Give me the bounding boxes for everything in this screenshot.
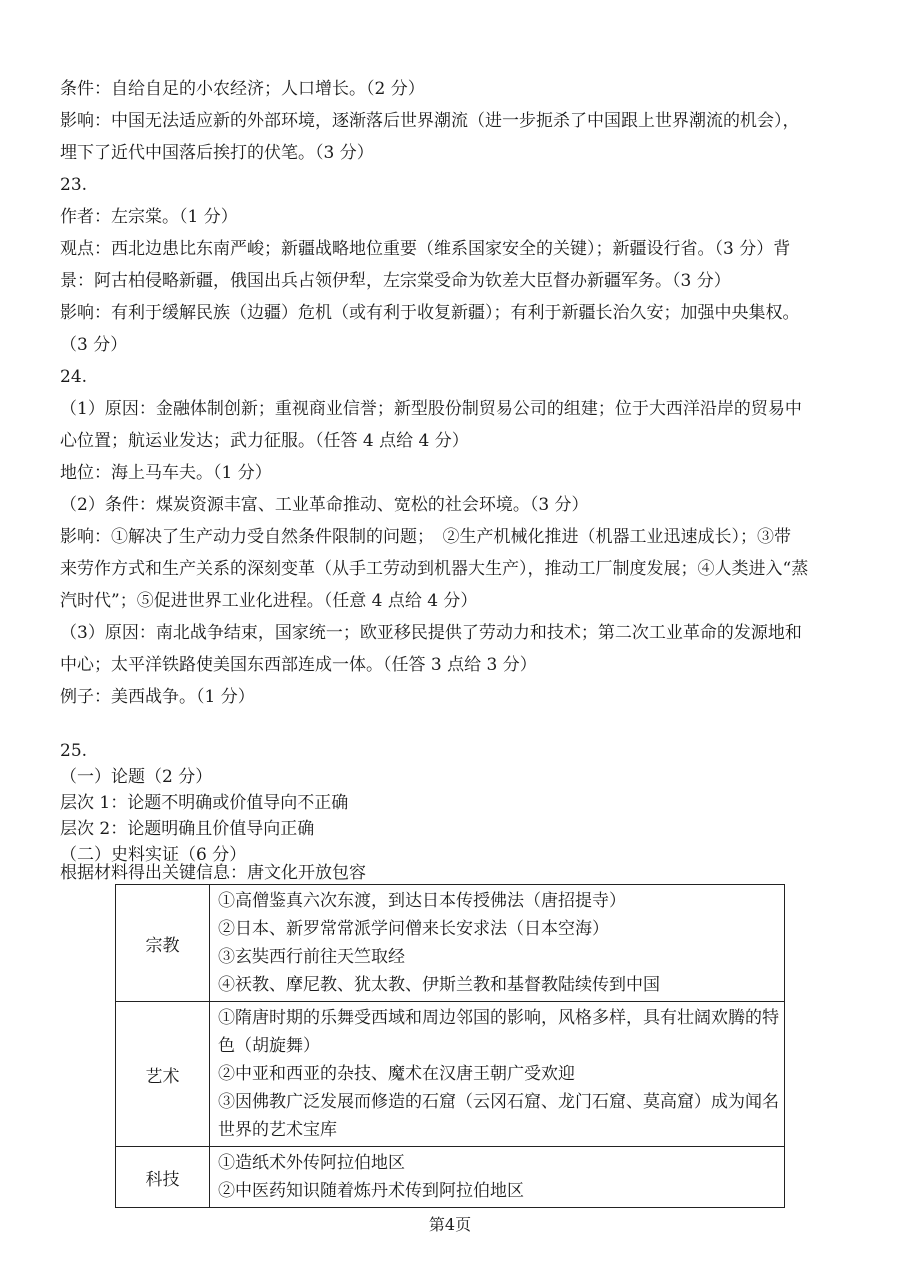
- culture-table: [115, 884, 785, 1208]
- table-category-cell: 科技: [116, 1147, 210, 1208]
- text-line: 中心；太平洋铁路使美国东西部连成一体。（任答 3 点给 3 分）: [60, 655, 537, 675]
- table-row: [116, 1002, 785, 1147]
- table-items-cell: [210, 885, 785, 1002]
- table-item: ①造纸术外传阿拉伯地区: [218, 1153, 405, 1173]
- text-line: 汽时代”；⑤促进世界工业化进程。（任意 4 点给 4 分）: [60, 591, 478, 611]
- table-item: ③玄奘西行前往天竺取经: [218, 947, 405, 967]
- table-category-cell: 艺术: [116, 1002, 210, 1147]
- table-item: ②日本、新罗常常派学问僧来长安求法（日本空海）: [218, 919, 609, 939]
- text-line: 埋下了近代中国落后挨打的伏笔。（3 分）: [60, 143, 374, 163]
- table-item: ①隋唐时期的乐舞受西域和周边邻国的影响，风格多样，具有壮阔欢腾的特色（胡旋舞）: [218, 1008, 779, 1056]
- table-item: ②中亚和西亚的杂技、魔术在汉唐王朝广受欢迎: [218, 1064, 575, 1084]
- page-number: 第4页: [428, 1215, 472, 1234]
- text-line: 根据材料得出关键信息：唐文化开放包容: [60, 863, 366, 883]
- text-line: 影响：有利于缓解民族（边疆）危机（或有利于收复新疆）；有利于新疆长治久安；加强中央集权。: [60, 303, 800, 323]
- text-line: 景：阿古柏侵略新疆，俄国出兵占领伊犁，左宗棠受命为钦差大臣督办新疆军务。（3 分）: [60, 271, 731, 291]
- table-item: ③因佛教广泛发展而修造的石窟（云冈石窟、龙门石窟、莫高窟）成为闻名世界的艺术宝库: [218, 1092, 779, 1140]
- question-number: 25.: [60, 741, 88, 761]
- text-line: 来劳作方式和生产关系的深刻变革（从手工劳动到机器大生产），推动工厂制度发展；④人类进入“蒸: [60, 559, 809, 579]
- text-line: 作者：左宗棠。（1 分）: [60, 207, 238, 227]
- table-items-cell: [210, 1147, 785, 1208]
- text-line: （3）原因：南北战争结束，国家统一；欧亚移民提供了劳动力和技术；第二次工业革命的发源地和: [60, 623, 802, 643]
- text-line: 例子：美西战争。（1 分）: [60, 687, 255, 707]
- text-line: （1）原因：金融体制创新；重视商业信誉；新型股份制贸易公司的组建；位于大西洋沿岸的贸易中: [60, 399, 802, 419]
- table-row: [116, 885, 785, 1002]
- text-line: （2）条件：煤炭资源丰富、工业革命推动、宽松的社会环境。（3 分）: [60, 495, 589, 515]
- table-items-cell: [210, 1002, 785, 1147]
- text-line: 条件：自给自足的小农经济；人口增长。（2 分）: [60, 79, 425, 99]
- question-number: 24.: [60, 367, 88, 387]
- text-line: 地位：海上马车夫。（1 分）: [60, 463, 272, 483]
- text-line: 层次 2：论题明确且价值导向正确: [60, 819, 315, 839]
- table-item: ②中医药知识随着炼丹术传到阿拉伯地区: [218, 1181, 524, 1201]
- text-line: 影响：①解决了生产动力受自然条件限制的问题； ②生产机械化推进（机器工业迅速成长）；③带: [60, 527, 791, 547]
- table-category-cell: 宗教: [116, 885, 210, 1002]
- table-row: [116, 1147, 785, 1208]
- table-item: ④祆教、摩尼教、犹太教、伊斯兰教和基督教陆续传到中国: [218, 975, 660, 995]
- text-line: （二）史料实证（6 分）: [60, 845, 247, 865]
- table-item: ①高僧鉴真六次东渡，到达日本传授佛法（唐招提寺）: [218, 891, 626, 911]
- text-line: （3 分）: [60, 335, 128, 355]
- text-line: （一）论题（2 分）: [60, 767, 213, 787]
- question-number: 23.: [60, 175, 88, 195]
- text-line: 观点：西北边患比东南严峻；新疆战略地位重要（维系国家安全的关键）；新疆设行省。（3 分）背: [60, 239, 791, 259]
- text-line: 影响：中国无法适应新的外部环境，逐渐落后世界潮流（进一步扼杀了中国跟上世界潮流的机会），: [60, 111, 800, 131]
- text-line: 层次 1：论题不明确或价值导向不正确: [60, 793, 349, 813]
- text-line: 心位置；航运业发达；武力征服。（任答 4 点给 4 分）: [60, 431, 469, 451]
